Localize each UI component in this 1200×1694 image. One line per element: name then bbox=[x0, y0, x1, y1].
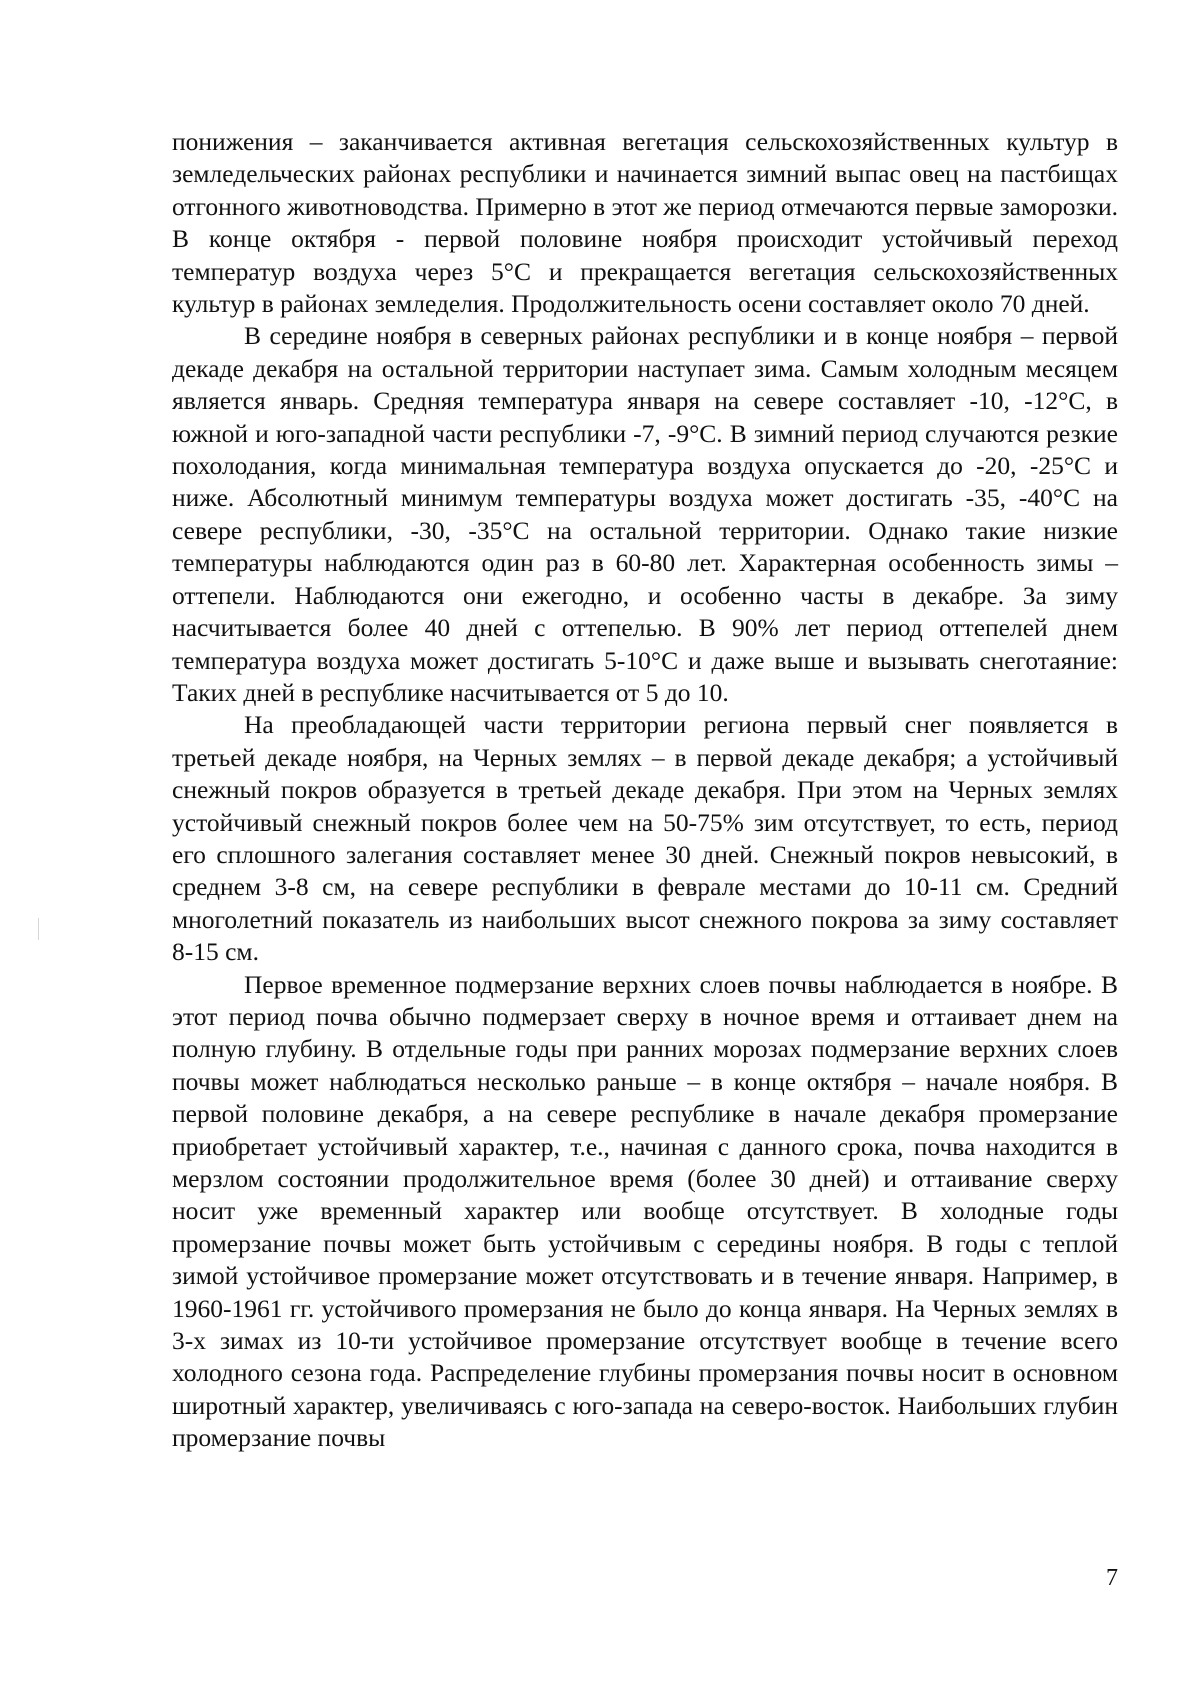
page-number: 7 bbox=[1106, 1565, 1118, 1591]
paragraph-autumn-continuation: понижения – заканчивается активная вегетация сельскохозяйственных культур в земледельческих районах республики и начинается зимний выпас овец на пастбищах отгонного животноводства. Примерно в этот же период отмечаются первые заморозки. В конце октября - первой половине ноября происходит устойчивый переход температур воздуха через 5°С и прекращается вегетация сельскохозяйственных культур в районах земледелия. Продолжительность осени составляет около 70 дней. bbox=[172, 127, 1118, 319]
paragraph-winter-temperature: В середине ноября в северных районах республики и в конце ноября – первой декаде декабря на остальной территории наступает зима. Самым холодным месяцем является январь. Средняя температура января на севере составляет -10, -12°С, в южной и юго-западной части республики -7, -9°С. В зимний период случаются резкие похолодания, когда минимальная температура воздуха опускается до -20, -25°С и ниже. Абсолютный минимум температуры воздуха может достигать -35, -40°С на севере республики, -30, -35°С на остальной территории. Однако такие низкие температуры наблюдаются один раз в 60-80 лет. Характерная особенность зимы – оттепели. Наблюдаются они ежегодно, и особенно часты в декабре. За зиму насчитывается более 40 дней с оттепелью. В 90% лет период оттепелей днем температура воздуха может достигать 5-10°С и даже выше и вызывать снеготаяние: Таких дней в республике насчитывается от 5 до 10. bbox=[172, 321, 1118, 707]
document-body bbox=[172, 126, 1118, 1455]
paragraph-snow-cover: На преобладающей части территории региона первый снег появляется в третьей декаде ноября, на Черных землях – в первой декаде декабря; а устойчивый снежный покров образуется в третьей декаде декабря. При этом на Черных землях устойчивый снежный покров более чем на 50-75% зим отсутствует, то есть, период его сплошного залегания составляет менее 30 дней. Снежный покров невысокий, в среднем 3-8 см, на севере республики в феврале местами до 10-11 см. Средний многолетний показатель из наибольших высот снежного покрова за зиму составляет 8-15 см. bbox=[172, 710, 1118, 967]
scan-margin-mark bbox=[38, 918, 39, 940]
paragraph-soil-freezing: Первое временное подмерзание верхних слоев почвы наблюдается в ноябре. В этот период почва обычно подмерзает сверху в ночное время и оттаивает днем на полную глубину. В отдельные годы при ранних морозах подмерзание верхних слоев почвы может наблюдаться несколько раньше – в конце октября – начале ноября. В первой половине декабря, а на севере республике в начале декабря промерзание приобретает устойчивый характер, т.е., начиная с данного срока, почва находится в мерзлом состоянии продолжительное время (более 30 дней) и оттаивание сверху носит уже временный характер или вообще отсутствует. В холодные годы промерзание почвы может быть устойчивым с середины ноября. В годы с теплой зимой устойчивое промерзание может отсутствовать и в течение января. Например, в 1960-1961 гг. устойчивого промерзания не было до конца января. На Черных землях в 3-х зимах из 10-ти устойчивое промерзание отсутствует вообще в течение всего холодного сезона года. Распределение глубины промерзания почвы носит в основном широтный характер, увеличиваясь с юго-запада на северо-восток. Наибольших глубин промерзание почвы bbox=[172, 969, 1118, 1453]
